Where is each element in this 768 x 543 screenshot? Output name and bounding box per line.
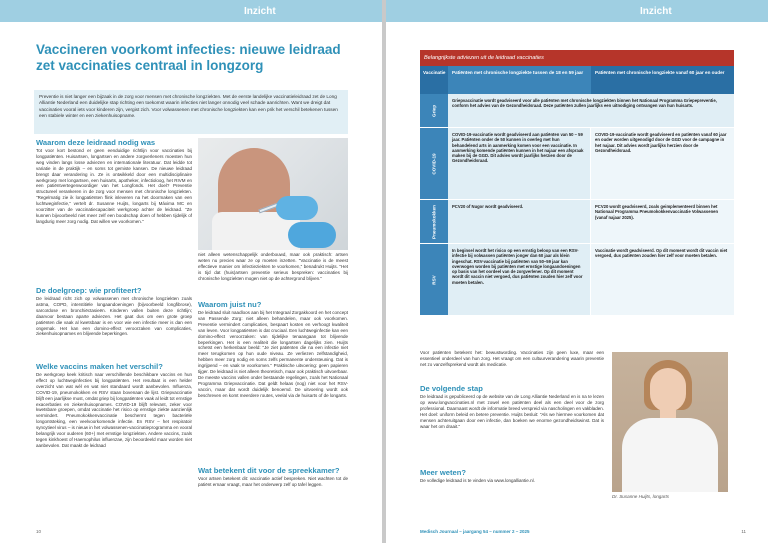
photo-caption: Dr. Susanne Huijts, longarts — [612, 494, 670, 499]
table-cell: PCV20 of Nugor wordt geadviseerd. — [448, 200, 591, 243]
right-page — [386, 0, 768, 543]
heading-profiteert: De doelgroep: wie profiteert? — [36, 286, 142, 295]
portrait-photo — [612, 352, 728, 492]
header-60-plus: Patiënten met chronische longziekte vanaf 60 jaar en ouder — [591, 66, 734, 94]
table-title: Belangrijkste adviezen uit de leidraad vaccinaties — [420, 50, 734, 66]
heading-waarom: Waarom deze leidraad nodig was — [36, 138, 156, 147]
heading-spreekkamer: Wat betekent dit voor de spreekkamer? — [198, 466, 340, 475]
row-label: Griep — [431, 104, 437, 117]
paragraph-continued: niet alleen wetenschappelijk onderbouwd, maar ook praktisch: artsen weten nu precies waar ze op moeten inzetten. "Vaccinatie is de meest effectieve manier om infectieziekten te voorkomen," benadrukt Huijts. "Het is tijd dat (huis)artsen preventie serieus bespreken: vaccinaties bij chronische longziekten mogen niet op de achtergrond blijven." — [198, 252, 348, 281]
section-tab: Inzicht — [0, 0, 382, 22]
row-label: Pneumokokken — [431, 204, 437, 239]
table-cell: Griepvaccinatie wordt geadviseerd voor alle patiënten met chronische longziekten binnen het Nationaal Programma Griepepreventie, conform het advies van de Gezondheidsraad. Deze patiënten zullen jaarlijks een uitnodiging ontvangen van hun huisarts. — [448, 94, 734, 127]
table-row — [420, 128, 734, 200]
table-header — [420, 66, 734, 94]
heading-meer-weten: Meer weten? — [420, 468, 466, 477]
table-row — [420, 200, 734, 244]
row-label: RSV — [431, 274, 437, 285]
paragraph-profiteert: De leidraad richt zich op volwassenen met chronische longziekten zoals astma, COPD, interstitiële longaandoeningen (bijvoorbeeld longfibrose), sarcoïdose en bronchiëctasieën. Kinderen vallen buiten deze richtlijn; daarvoor bestaan aparte adviezen. Het gaat dus om een grote groep patiënten die vaak al kwetsbaar is en voor wie een infectie meer is dan een ongemak. Het kan een domino-effect veroorzaken van complicaties, ziekenhuisopnames en blijvende beperkingen. — [36, 296, 192, 337]
table-row — [420, 94, 734, 128]
heading-vaccins: Welke vaccins maken het verschil? — [36, 362, 163, 371]
paragraph-meer-weten: De volledige leidraad is te vinden via www.longalliantie.nl. — [420, 478, 535, 483]
table-cell: PCV20 wordt geadviseerd, zoals geimplementeerd binnen het Nationaal Programma Pneumokokkenvaccinatie Volwassenen (vanaf najaar 2025). — [591, 200, 734, 243]
paragraph-volgende-stap: De leidraad is gepubliceerd op de website van de Long Alliantie Nederland en is na te lezen op www.longvaccinaties.nl met zowel een patiënten deel als een deel voor de zorg professional. Daarnaast wordt de informatie breed verspreid via nascholingen en vakbladen. Het doel: uniform beleid en betere preventie. Huijts besluit: "Als we hiermee voorkomen dat mensen achteruitgaan door een infectie, dan boeken we enorme gezondheidswinst. Dat is waar het om draait." — [420, 394, 604, 429]
table-cell: In beginsel wordt het risico op een ernstig beloop van een RSV-infectie bij volwassen patiënten jonger dan 60 jaar als klein ingeschat. RSV-vaccinatie bij patiënten van 50–59 jaar kan overwogen worden bij patiënten met ernstige longaandoeningen op basis van het oordeel van de zorgverlener. Op dit moment wordt dit vaccin niet vergoed, dus patiënten zouden hier zelf voor moeten betalen. — [448, 244, 591, 315]
paragraph-spreekkamer: Voor artsen betekent dit: vaccinatie actief bespreken. Niet wachten tot de patiënt ernaar vraagt, maar het onderwerp zelf op tafel leggen. — [198, 476, 348, 487]
paragraph-vaccins: De werkgroep keek kritisch naar verschillende beschikbare vaccins en hun effect op luchtweginfecties bij longpatiënten. Het resultaat is een helder overzicht van wat wél en wat niet standaard wordt aanbevolen. Influenza, COVID-19, pneumokokken en RSV staan bovenaan de lijst. Griepvaccinatie blijft een jaarlijkse must, omdat griep bij longpatiënten vaak al leidt tot ernstige exacerbaties en ziekenhuisopnames. COVID-19 blijft relevant, zeker voor kwetsbare groepen, omdat vaccinatie het risico op ernstige ziekte aanzienlijk vermindert. Pneumokokkenvaccinatie beschermt tegen bacteriële longontsteking, een veelvoorkomende infectie. En RSV – het respiratoir syncytieel virus – is nieuw in het volwassenen-vaccinatieprogramma en vooral belangrijk voor ouderen (60+) met ernstige longziekten. Andere vaccins, zoals tegen kinkhoest of Haemophilus influenzae, zijn beoordeeld maar worden niet aanbevolen. Dat maakt de leidraad — [36, 372, 192, 448]
table-cell: Vaccinatie wordt geadviseerd. Op dit moment wordt dit vaccin niet vergoed, dus patiënten zouden hier zelf voor moeten betalen. — [591, 244, 734, 315]
heading-volgende-stap: De volgende stap — [420, 384, 483, 393]
intro-box: Preventie is niet langer een bijzaak in de zorg voor mensen met chronische longziekten. Met de eerste landelijke vaccinatieleidraad zet de Long Alliantie Nederland een duidelijke stap richting een toekomst waarin infecties niet langer onnodig veel schade aanrichten. Want we dreigt dat vaccinaties vooral iets voor kinderen zijn, vergist zich. Voor volwassenen met chronische longziekten kan een prik het verschil betekenen tussen een stabiele winter en een ziekenhuisopname. — [34, 90, 348, 134]
heading-juist-nu: Waarom juist nu? — [198, 300, 262, 309]
left-page — [0, 0, 382, 543]
journal-footer: Medisch Journaal – jaargang 54 – nummer 2 – 2025 — [420, 529, 530, 534]
paragraph-waarom: Tot voor kort bestond er geen eenduidige richtlijn voor vaccinaties bij longpatiënten. Huisartsen, longartsen en andere zorgverleners moesten hun weg vinden langs losse adviezen en internationale literatuur. Dat leidde tot variatie in de praktijk – en soms tot gemiste kansen. De nieuwe leidraad brengt daar verandering in. Ze is ontwikkeld door een multidisciplinaire werkgroep met longartsen, een huisarts, apotheker, infectioloog, het RIVM en een patiëntvertegenwoordiger van het Longfonds. Het doel? Preventie structureel verankeren in de zorg voor mensen met chronische longziekten. "Regelmatig zie ik longpatiënten flink inleveren na het doormaken van een luchtweginfectie," vertelt dr. Susanne Huijts, longarts bij Máxima MC en voorzitter van de vaccinatiecapaciteit werkgroep achter de leidraad. "Ze kunnen bijvoorbeeld niet meer zelf een boodschap doen of hebben tijdelijk of langdurig meer zorg nodig. Dat willen we voorkomen." — [36, 148, 192, 224]
table-cell: COVID-19-vaccinatie wordt geadviseerd en patiënten vanaf 60 jaar en ouder worden uitgenodigd door de GGD voor de campagne in het najaar. Dit advies wordt jaarlijks herzien door de Gezondheidsraad. — [591, 128, 734, 199]
vaccination-photo — [198, 138, 348, 250]
section-tab: Inzicht — [386, 0, 768, 22]
page-number: 10 — [36, 529, 42, 534]
page-number: 11 — [741, 529, 746, 534]
paragraph-juist-nu: De leidraad sluit naadloos aan bij het Integraal Zorgakkoord en het concept van Passende Zorg: niet alleen behandelen, maar ook voorkomen. Preventie vermindert complicaties, bespaart kosten en verhoogt kwaliteit van leven. Voor longpatiënten is dat cruciaal. Een luchtweginfectie kan een domino-effect veroorzaken: van tijdelijke tenaangaan tot blijvende beperkingen. Het is een realiteit die longartsen dagelijks zien. Huijts schetst een herkenbaar beeld: "Je ziet patiënten die na een infectie niet meer terugkomen op hun oude niveau. Ze verliezen zelfstandigheid, hebben meer zorg nodig en soms zelfs permanente ondersteuning. Dat is ingrijpend – en vaak te voorkomen." Praktische uitvoering: geen papieren tijger. De leidraad is niet alleen theoretisch, maar ook praktisch uitvoerbaar. De meeste vaccins vallen onder bestaande regelingen, zoals het Nationaal Programma Griepvaccinatie. Dat geldt helaas (nog) niet voor het RSV-vaccin, maar dat wordt duidelijk benoemd. De uitvoering wordt ook beschreven en komt meerdere routes, veelal via de huisarts of de longarts. — [198, 310, 348, 398]
article-title: Vaccineren voorkomt infecties: nieuwe leidraad zet vaccinaties centraal in longzorg — [36, 42, 341, 73]
row-label: COVID-19 — [431, 152, 437, 175]
paragraph-bewustwording: Voor patiënten betekent het: bewustwording. Vaccinaties zijn geen luxe, maar een essentieel onderdeel van hun zorg. Het vraagt om een cultuurverandering waarin preventie net zo vanzelfsprekend wordt als medicatie. — [420, 350, 604, 367]
header-vaccinatie: Vaccinatie — [420, 66, 448, 94]
table-cell: COVID-19-vaccinatie wordt geadviseerd aan patiënten van 50 – 59 jaar. Patiënten onder de 50 kunnen in overleg met hun behandelend arts in aanmerking komen voor een vaccinatie. In aanmerking komende patiënten kunnen in het najaar een afspraak maken bij de GGD. Dit advies wordt jaarlijks herzien door de Gezondheidsraad. — [448, 128, 591, 199]
table-row — [420, 244, 734, 316]
vaccination-advice-table — [420, 50, 734, 316]
header-18-59: Patiënten met chronische longziekte tussen de 18 en 59 jaar — [448, 66, 591, 94]
